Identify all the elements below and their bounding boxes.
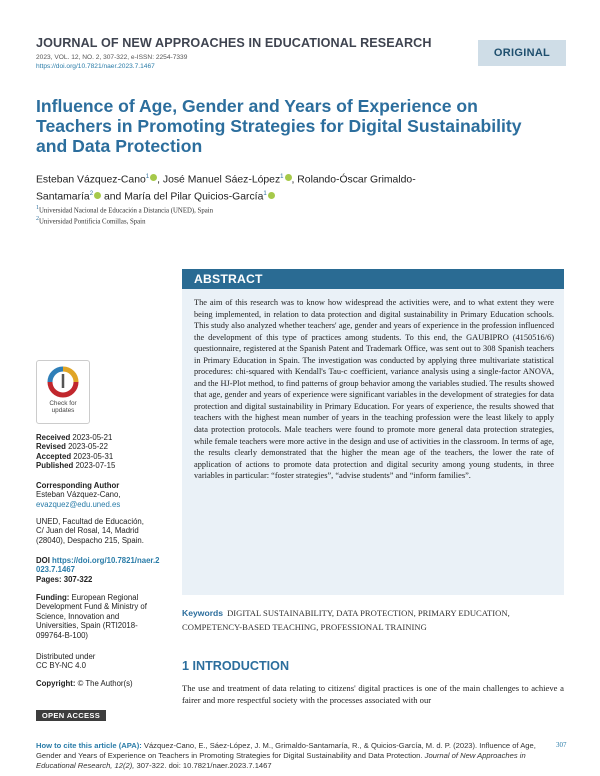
received-label: Received <box>36 433 71 442</box>
received-row <box>36 433 176 442</box>
revised-row <box>36 442 176 451</box>
accepted-label: Accepted <box>36 451 72 461</box>
keywords-text: DIGITAL SUSTAINABILITY, DATA PROTECTION, PRIMARY EDUCATION, COMPETENCY-BASED TEACHING, PROFESSIONAL TRAINING <box>182 608 510 632</box>
license-text: CC BY-NC 4.0 <box>36 661 86 671</box>
revised-label: Revised <box>36 442 66 452</box>
page-number: 307 <box>556 741 567 749</box>
affiliation-2 <box>36 216 145 225</box>
affiliation-1-text: Universidad Nacional de Educación a Distancia (UNED), Spain <box>39 207 214 215</box>
keywords <box>182 606 564 634</box>
dates-block <box>36 433 176 471</box>
check-for-updates-line1: Check for <box>49 400 77 407</box>
corresponding-label: Corresponding Author <box>36 481 120 490</box>
corresponding-name: Esteban Vázquez-Cano, <box>36 490 121 500</box>
affiliation-2-sup: 2 <box>36 216 39 222</box>
published-label: Published <box>36 461 74 471</box>
author-2-sup: 1 <box>280 174 284 180</box>
abstract-text: The aim of this research was to know how widespread the activities were, and to what extent they were being implemented, in relation to data protection and digital sustainability in Primary Education schools. This study also analyzed whether teachers' age, gender and years of experience in the profession influenced the development of this type of practices among students. To this end, the GAUBIPRO (4150516/6) questionnaire, registered at the Spanish Patent and Trademark Office, was sent out to 308 Spanish teachers in Primary Education in Spain. The investigation was conducted by applying three multivariate statistical procedures: chi-squared with Kendall's Tau-c coefficient, variance analysis using a single-factor ANOVA, and the HJ-Plot method, to find patterns of group behavior among the variables studied. The results showed that age, gender and years of experience were significant variables in the development of strategies for data protection and digital sustainability in Primary Education. For years of experience, the results showed that teachers with the highest mean number of years in the teaching profession were the least likely to apply data protection protocols. Male teachers were found to promote more general data protection strategies, while female teachers were more active in the design and use of activities in the classroom. In terms of age, the results clearly demonstrated that the higher the mean age of the teachers, the lower the rate of application of actions to promote data protection and digital security among young students, in three variables in particular: “foster strategies”, “advise students” and “inform families”. <box>194 298 554 481</box>
journal-name: JOURNAL OF NEW APPROACHES IN EDUCATIONAL RESEARCH <box>36 36 432 50</box>
distributed-label: Distributed under <box>36 652 96 661</box>
author-4-sup: 1 <box>263 191 267 198</box>
abstract-box <box>182 289 564 595</box>
accepted-date: 2023-05-31 <box>73 451 114 461</box>
author-and: and <box>103 191 122 203</box>
section-heading-introduction: 1 INTRODUCTION <box>182 659 290 673</box>
introduction-text: The use and treatment of data relating to citizens' digital practices is one of the main challenges to achieve a fairer and more respectful society with the processes associated with our <box>182 683 564 706</box>
abstract-heading: ABSTRACT <box>182 269 564 289</box>
affiliation-1-sup: 1 <box>36 205 39 211</box>
check-for-updates-line2: updates <box>51 407 75 415</box>
pages-value: 307-322 <box>63 574 93 584</box>
published-date: 2023-07-15 <box>75 461 116 471</box>
copyright-label: Copyright: <box>36 679 76 688</box>
author-list: Esteban Vázquez-Cano$^1$ , José Manuel Sáez-López$^1$ , Rolando-Óscar Grimaldo-Santamaría$^2$ and María del Pilar Quicios-García$^1$ <box>36 174 416 203</box>
doi-label: DOI <box>36 556 50 565</box>
corresponding-email-link[interactable]: evazquez@edu.uned.es <box>36 499 121 509</box>
article-title: Influence of Age, Gender and Years of Experience on Teachers in Promoting Strategies for Digital Sustainability and Data Protection <box>36 96 522 156</box>
citation-rest: 307-322. doi: 10.7821/naer.2023.7.1467 <box>136 761 272 770</box>
author-2: José Manuel Sáez-López <box>162 174 281 186</box>
check-for-updates-button[interactable] <box>36 360 90 424</box>
copyright-block <box>36 679 176 688</box>
accepted-row <box>36 452 176 461</box>
license-block <box>36 652 176 671</box>
orcid-icon[interactable] <box>268 192 275 199</box>
journal-meta: 2023, VOL. 12, NO. 2, 307-322, e-ISSN: 2254-7339 <box>36 54 188 61</box>
article-type-badge: ORIGINAL <box>478 40 566 66</box>
author-1-sup: 1 <box>145 174 150 180</box>
affiliation-2-text: Universidad Pontificia Comillas, Spain <box>39 218 146 226</box>
doi-block <box>36 556 161 584</box>
published-row <box>36 461 176 470</box>
author-1: Esteban Vázquez-Cano <box>36 174 146 186</box>
orcid-icon[interactable] <box>285 174 292 181</box>
citation-label: How to cite this article (APA): <box>36 741 142 750</box>
funding-block <box>36 593 151 640</box>
author-4: María del Pilar Quicios-García <box>124 191 264 203</box>
funding-label: Funding: <box>36 593 70 602</box>
header-doi-link[interactable]: https://doi.org/10.7821/naer.2023.7.1467 <box>36 63 155 70</box>
orcid-icon[interactable] <box>94 192 101 199</box>
doi-link[interactable]: https://doi.org/10.7821/naer.2023.7.1467 <box>36 556 160 575</box>
author-3: Rolando-Óscar Grimaldo-Santamaría <box>36 174 416 203</box>
author-3-sup: 2 <box>89 191 94 198</box>
received-date: 2023-05-21 <box>72 433 113 442</box>
check-for-updates-icon <box>47 366 79 398</box>
affiliation-1 <box>36 205 213 214</box>
revised-date: 2023-05-22 <box>68 442 108 452</box>
pages-label: Pages: <box>36 574 62 584</box>
corresponding-author-block <box>36 481 176 509</box>
orcid-icon[interactable] <box>150 174 157 181</box>
address: UNED, Facultad de Educación, C/ Juan del Rosal, 14, Madrid (28040), Despacho 215, Spain. <box>36 517 144 545</box>
open-access-badge: OPEN ACCESS <box>36 710 106 721</box>
citation-journal: Journal of New Approaches in Educational Research, 12(2), <box>36 751 526 770</box>
citation-footer <box>36 741 536 771</box>
keywords-label: Keywords <box>182 608 224 618</box>
copyright-text: © The Author(s) <box>77 679 133 688</box>
citation-text: Vázquez-Cano, E., Sáez-López, J. M., Grimaldo-Santamaría, R., & Quicios-García, M. d. P. (2023). Influence of Age, Gender and Years of Experience on Teachers in Promoting Strategies for Digital Sustainability and Data Protection. <box>36 741 536 760</box>
funding-text: European Regional Development Fund & Ministry of Science, Innovation and Universities, Spain (RTI2018-099764-B-100) <box>36 593 147 640</box>
